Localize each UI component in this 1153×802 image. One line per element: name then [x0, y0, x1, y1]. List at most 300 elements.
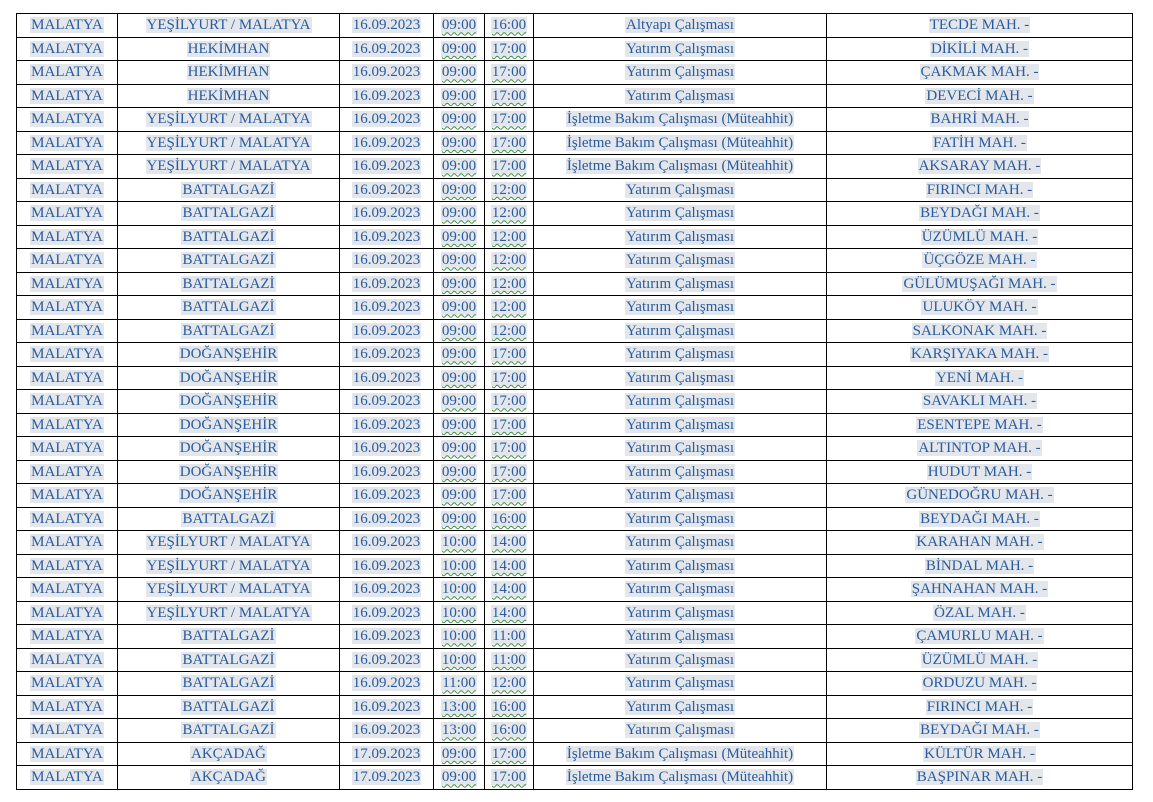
province-cell-text: MALATYA [31, 440, 103, 457]
province-cell-text: MALATYA [31, 628, 103, 645]
province-cell-text: MALATYA [31, 158, 103, 175]
province-cell [17, 37, 118, 61]
reason-cell-text: Yatırım Çalışması [625, 463, 735, 480]
province-cell [17, 108, 118, 132]
reason-cell [534, 460, 827, 484]
neighborhood-cell [827, 625, 1133, 649]
end-time-cell-text: 11:00 [492, 628, 526, 645]
district-cell [118, 531, 340, 555]
date-cell [340, 178, 434, 202]
table-body [17, 14, 1133, 790]
neighborhood-cell-text: BEYDAĞI MAH. - [920, 205, 1039, 222]
table-row [17, 84, 1133, 108]
province-cell [17, 484, 118, 508]
reason-cell [534, 507, 827, 531]
province-cell [17, 413, 118, 437]
province-cell-text: MALATYA [31, 299, 103, 316]
start-time-cell-text: 10:00 [441, 581, 477, 598]
date-cell [340, 272, 434, 296]
date-cell [340, 413, 434, 437]
province-cell [17, 719, 118, 743]
district-cell [118, 578, 340, 602]
end-time-cell-text: 17:00 [491, 158, 527, 175]
start-time-cell-text: 09:00 [441, 40, 477, 57]
province-cell-text: MALATYA [31, 698, 103, 715]
neighborhood-cell-text: BAHRİ MAH. - [930, 111, 1029, 128]
date-cell [340, 319, 434, 343]
end-time-cell-text: 17:00 [491, 346, 527, 363]
start-time-cell [434, 343, 485, 367]
neighborhood-cell [827, 14, 1133, 38]
date-cell-text: 16.09.2023 [352, 510, 421, 527]
table-row [17, 742, 1133, 766]
reason-cell-text: Yatırım Çalışması [625, 628, 735, 645]
province-cell [17, 249, 118, 273]
start-time-cell-text: 09:00 [441, 393, 477, 410]
province-cell [17, 366, 118, 390]
table-row [17, 178, 1133, 202]
reason-cell [534, 61, 827, 85]
end-time-cell [485, 672, 534, 696]
district-cell [118, 672, 340, 696]
district-cell-text: BATTALGAZİ [182, 722, 275, 739]
start-time-cell-text: 09:00 [441, 299, 477, 316]
province-cell-text: MALATYA [31, 487, 103, 504]
reason-cell-text: Yatırım Çalışması [625, 557, 735, 574]
reason-cell-text: İşletme Bakım Çalışması (Müteahhit) [566, 134, 794, 151]
start-time-cell [434, 766, 485, 790]
table-row [17, 766, 1133, 790]
province-cell-text: MALATYA [31, 557, 103, 574]
date-cell-text: 16.09.2023 [352, 651, 421, 668]
district-cell [118, 437, 340, 461]
province-cell [17, 672, 118, 696]
province-cell-text: MALATYA [31, 369, 103, 386]
province-cell-text: MALATYA [31, 393, 103, 410]
neighborhood-cell-text: ŞAHNAHAN MAH. - [911, 581, 1048, 598]
start-time-cell [434, 14, 485, 38]
district-cell [118, 155, 340, 179]
end-time-cell [485, 742, 534, 766]
reason-cell [534, 766, 827, 790]
district-cell [118, 225, 340, 249]
table-row [17, 484, 1133, 508]
table-row [17, 672, 1133, 696]
date-cell [340, 343, 434, 367]
neighborhood-cell [827, 413, 1133, 437]
table-row [17, 155, 1133, 179]
reason-cell [534, 742, 827, 766]
date-cell [340, 578, 434, 602]
reason-cell-text: Yatırım Çalışması [625, 205, 735, 222]
date-cell-text: 16.09.2023 [352, 628, 421, 645]
start-time-cell [434, 178, 485, 202]
district-cell-text: AKÇADAĞ [191, 769, 266, 786]
date-cell-text: 16.09.2023 [352, 111, 421, 128]
start-time-cell [434, 296, 485, 320]
end-time-cell [485, 319, 534, 343]
district-cell [118, 484, 340, 508]
province-cell-text: MALATYA [31, 745, 103, 762]
neighborhood-cell-text: ÇAMURLU MAH. - [916, 628, 1043, 645]
end-time-cell [485, 648, 534, 672]
province-cell [17, 61, 118, 85]
date-cell-text: 16.09.2023 [352, 252, 421, 269]
start-time-cell-text: 09:00 [441, 510, 477, 527]
start-time-cell [434, 460, 485, 484]
start-time-cell [434, 249, 485, 273]
province-cell-text: MALATYA [31, 252, 103, 269]
reason-cell-text: Yatırım Çalışması [625, 675, 735, 692]
neighborhood-cell [827, 61, 1133, 85]
date-cell [340, 672, 434, 696]
reason-cell [534, 719, 827, 743]
neighborhood-cell [827, 672, 1133, 696]
start-time-cell [434, 366, 485, 390]
neighborhood-cell [827, 108, 1133, 132]
table-row [17, 37, 1133, 61]
end-time-cell-text: 12:00 [491, 181, 527, 198]
province-cell-text: MALATYA [31, 17, 103, 34]
district-cell [118, 249, 340, 273]
neighborhood-cell [827, 319, 1133, 343]
province-cell [17, 390, 118, 414]
province-cell-text: MALATYA [31, 111, 103, 128]
reason-cell-text: İşletme Bakım Çalışması (Müteahhit) [566, 111, 794, 128]
end-time-cell [485, 37, 534, 61]
neighborhood-cell [827, 249, 1133, 273]
date-cell [340, 84, 434, 108]
district-cell-text: YEŞİLYURT / MALATYA [146, 534, 311, 551]
reason-cell [534, 366, 827, 390]
table-row [17, 61, 1133, 85]
start-time-cell [434, 272, 485, 296]
reason-cell-text: Yatırım Çalışması [625, 181, 735, 198]
reason-cell [534, 296, 827, 320]
neighborhood-cell [827, 460, 1133, 484]
start-time-cell-text: 09:00 [441, 228, 477, 245]
province-cell-text: MALATYA [31, 322, 103, 339]
neighborhood-cell-text: BEYDAĞI MAH. - [920, 722, 1039, 739]
date-cell [340, 37, 434, 61]
reason-cell [534, 601, 827, 625]
province-cell [17, 695, 118, 719]
neighborhood-cell-text: SALKONAK MAH. - [912, 322, 1047, 339]
district-cell [118, 390, 340, 414]
start-time-cell-text: 09:00 [441, 745, 477, 762]
end-time-cell [485, 249, 534, 273]
neighborhood-cell [827, 719, 1133, 743]
reason-cell-text: Yatırım Çalışması [625, 299, 735, 316]
district-cell-text: BATTALGAZİ [182, 181, 275, 198]
neighborhood-cell-text: HUDUT MAH. - [927, 463, 1032, 480]
neighborhood-cell-text: KARAHAN MAH. - [916, 534, 1043, 551]
province-cell-text: MALATYA [31, 534, 103, 551]
reason-cell-text: Yatırım Çalışması [625, 722, 735, 739]
reason-cell [534, 390, 827, 414]
date-cell-text: 16.09.2023 [352, 393, 421, 410]
province-cell [17, 625, 118, 649]
district-cell [118, 343, 340, 367]
reason-cell-text: İşletme Bakım Çalışması (Müteahhit) [566, 158, 794, 175]
start-time-cell [434, 61, 485, 85]
date-cell [340, 531, 434, 555]
end-time-cell [485, 507, 534, 531]
date-cell-text: 16.09.2023 [352, 581, 421, 598]
district-cell-text: HEKİMHAN [187, 87, 270, 104]
province-cell-text: MALATYA [31, 134, 103, 151]
neighborhood-cell-text: BİNDAL MAH. - [925, 557, 1034, 574]
start-time-cell-text: 09:00 [441, 134, 477, 151]
reason-cell-text: Yatırım Çalışması [625, 604, 735, 621]
start-time-cell-text: 10:00 [441, 628, 477, 645]
neighborhood-cell-text: SAVAKLI MAH. - [922, 393, 1037, 410]
date-cell [340, 14, 434, 38]
neighborhood-cell-text: BEYDAĞI MAH. - [920, 510, 1039, 527]
date-cell [340, 648, 434, 672]
province-cell [17, 343, 118, 367]
reason-cell [534, 578, 827, 602]
district-cell [118, 108, 340, 132]
province-cell [17, 460, 118, 484]
district-cell [118, 766, 340, 790]
reason-cell-text: Yatırım Çalışması [625, 346, 735, 363]
district-cell [118, 601, 340, 625]
neighborhood-cell [827, 695, 1133, 719]
table-row [17, 343, 1133, 367]
end-time-cell [485, 601, 534, 625]
district-cell-text: DOĞANŞEHİR [179, 463, 278, 480]
province-cell-text: MALATYA [31, 581, 103, 598]
neighborhood-cell [827, 131, 1133, 155]
end-time-cell-text: 16:00 [491, 17, 527, 34]
province-cell [17, 437, 118, 461]
start-time-cell-text: 09:00 [441, 17, 477, 34]
date-cell-text: 16.09.2023 [352, 64, 421, 81]
date-cell [340, 460, 434, 484]
district-cell-text: BATTALGAZİ [182, 322, 275, 339]
start-time-cell-text: 09:00 [441, 322, 477, 339]
start-time-cell [434, 108, 485, 132]
end-time-cell-text: 17:00 [491, 111, 527, 128]
province-cell [17, 648, 118, 672]
table-row [17, 272, 1133, 296]
province-cell [17, 554, 118, 578]
date-cell [340, 390, 434, 414]
start-time-cell-text: 10:00 [441, 534, 477, 551]
reason-cell [534, 272, 827, 296]
neighborhood-cell-text: ÜÇGÖZE MAH. - [923, 252, 1036, 269]
start-time-cell-text: 11:00 [442, 675, 476, 692]
reason-cell [534, 695, 827, 719]
start-time-cell [434, 131, 485, 155]
district-cell [118, 719, 340, 743]
date-cell-text: 16.09.2023 [352, 134, 421, 151]
end-time-cell-text: 17:00 [491, 64, 527, 81]
date-cell-text: 16.09.2023 [352, 158, 421, 175]
end-time-cell-text: 16:00 [491, 698, 527, 715]
start-time-cell-text: 09:00 [441, 275, 477, 292]
reason-cell-text: Yatırım Çalışması [625, 252, 735, 269]
date-cell-text: 16.09.2023 [352, 463, 421, 480]
end-time-cell-text: 16:00 [491, 722, 527, 739]
neighborhood-cell-text: ÜZÜMLÜ MAH. - [921, 228, 1038, 245]
district-cell-text: BATTALGAZİ [182, 299, 275, 316]
province-cell [17, 742, 118, 766]
reason-cell [534, 37, 827, 61]
neighborhood-cell [827, 366, 1133, 390]
reason-cell-text: İşletme Bakım Çalışması (Müteahhit) [566, 745, 794, 762]
neighborhood-cell [827, 390, 1133, 414]
district-cell-text: YEŞİLYURT / MALATYA [146, 111, 311, 128]
district-cell [118, 413, 340, 437]
start-time-cell-text: 10:00 [441, 557, 477, 574]
table-row [17, 437, 1133, 461]
end-time-cell [485, 578, 534, 602]
start-time-cell-text: 09:00 [441, 158, 477, 175]
province-cell-text: MALATYA [31, 769, 103, 786]
end-time-cell [485, 413, 534, 437]
reason-cell-text: Yatırım Çalışması [625, 228, 735, 245]
table-row [17, 554, 1133, 578]
district-cell [118, 296, 340, 320]
end-time-cell [485, 155, 534, 179]
reason-cell [534, 14, 827, 38]
date-cell [340, 437, 434, 461]
reason-cell [534, 225, 827, 249]
start-time-cell-text: 09:00 [441, 346, 477, 363]
reason-cell [534, 202, 827, 226]
start-time-cell [434, 155, 485, 179]
start-time-cell [434, 390, 485, 414]
end-time-cell [485, 343, 534, 367]
district-cell-text: BATTALGAZİ [182, 228, 275, 245]
neighborhood-cell [827, 766, 1133, 790]
neighborhood-cell [827, 272, 1133, 296]
reason-cell-text: Yatırım Çalışması [625, 487, 735, 504]
end-time-cell-text: 17:00 [491, 369, 527, 386]
province-cell-text: MALATYA [31, 416, 103, 433]
reason-cell [534, 437, 827, 461]
province-cell [17, 531, 118, 555]
neighborhood-cell [827, 202, 1133, 226]
date-cell [340, 296, 434, 320]
date-cell [340, 249, 434, 273]
province-cell [17, 84, 118, 108]
province-cell-text: MALATYA [31, 651, 103, 668]
district-cell-text: BATTALGAZİ [182, 252, 275, 269]
district-cell [118, 84, 340, 108]
reason-cell [534, 249, 827, 273]
reason-cell-text: Yatırım Çalışması [625, 416, 735, 433]
table-row [17, 225, 1133, 249]
reason-cell [534, 155, 827, 179]
start-time-cell-text: 09:00 [441, 181, 477, 198]
start-time-cell [434, 84, 485, 108]
end-time-cell [485, 484, 534, 508]
neighborhood-cell-text: ULUKÖY MAH. - [922, 299, 1037, 316]
province-cell-text: MALATYA [31, 346, 103, 363]
province-cell-text: MALATYA [31, 64, 103, 81]
start-time-cell-text: 10:00 [441, 651, 477, 668]
province-cell [17, 507, 118, 531]
date-cell-text: 16.09.2023 [352, 228, 421, 245]
start-time-cell [434, 625, 485, 649]
date-cell-text: 17.09.2023 [352, 745, 421, 762]
neighborhood-cell [827, 742, 1133, 766]
district-cell [118, 742, 340, 766]
table-row [17, 131, 1133, 155]
district-cell-text: BATTALGAZİ [182, 510, 275, 527]
table-row [17, 319, 1133, 343]
province-cell [17, 578, 118, 602]
date-cell-text: 16.09.2023 [352, 604, 421, 621]
document-page [16, 13, 1133, 790]
start-time-cell [434, 202, 485, 226]
start-time-cell [434, 531, 485, 555]
province-cell-text: MALATYA [31, 275, 103, 292]
end-time-cell-text: 17:00 [491, 769, 527, 786]
reason-cell-text: Yatırım Çalışması [625, 40, 735, 57]
table-row [17, 14, 1133, 38]
neighborhood-cell [827, 601, 1133, 625]
neighborhood-cell-text: KÜLTÜR MAH. - [924, 745, 1035, 762]
reason-cell [534, 343, 827, 367]
neighborhood-cell [827, 84, 1133, 108]
province-cell [17, 766, 118, 790]
date-cell [340, 554, 434, 578]
date-cell-text: 16.09.2023 [352, 534, 421, 551]
date-cell [340, 742, 434, 766]
reason-cell-text: Yatırım Çalışması [625, 393, 735, 410]
reason-cell [534, 178, 827, 202]
start-time-cell-text: 09:00 [441, 252, 477, 269]
date-cell [340, 695, 434, 719]
start-time-cell-text: 09:00 [441, 463, 477, 480]
date-cell [340, 131, 434, 155]
date-cell-text: 16.09.2023 [352, 181, 421, 198]
district-cell [118, 37, 340, 61]
table-row [17, 366, 1133, 390]
neighborhood-cell [827, 37, 1133, 61]
end-time-cell-text: 12:00 [491, 299, 527, 316]
neighborhood-cell [827, 578, 1133, 602]
district-cell [118, 554, 340, 578]
reason-cell-text: Yatırım Çalışması [625, 322, 735, 339]
end-time-cell [485, 766, 534, 790]
start-time-cell [434, 37, 485, 61]
neighborhood-cell-text: FIRINCI MAH. - [926, 698, 1033, 715]
district-cell [118, 319, 340, 343]
end-time-cell [485, 695, 534, 719]
province-cell-text: MALATYA [31, 604, 103, 621]
date-cell [340, 484, 434, 508]
province-cell [17, 296, 118, 320]
table-row [17, 108, 1133, 132]
district-cell [118, 14, 340, 38]
outage-schedule-table [16, 13, 1133, 790]
reason-cell [534, 319, 827, 343]
neighborhood-cell [827, 507, 1133, 531]
start-time-cell [434, 437, 485, 461]
neighborhood-cell-text: DEVECİ MAH. - [926, 87, 1033, 104]
table-row [17, 578, 1133, 602]
neighborhood-cell-text: ALTINTOP MAH. - [918, 440, 1041, 457]
end-time-cell [485, 625, 534, 649]
reason-cell-text: Yatırım Çalışması [625, 510, 735, 527]
start-time-cell-text: 09:00 [441, 205, 477, 222]
province-cell [17, 225, 118, 249]
